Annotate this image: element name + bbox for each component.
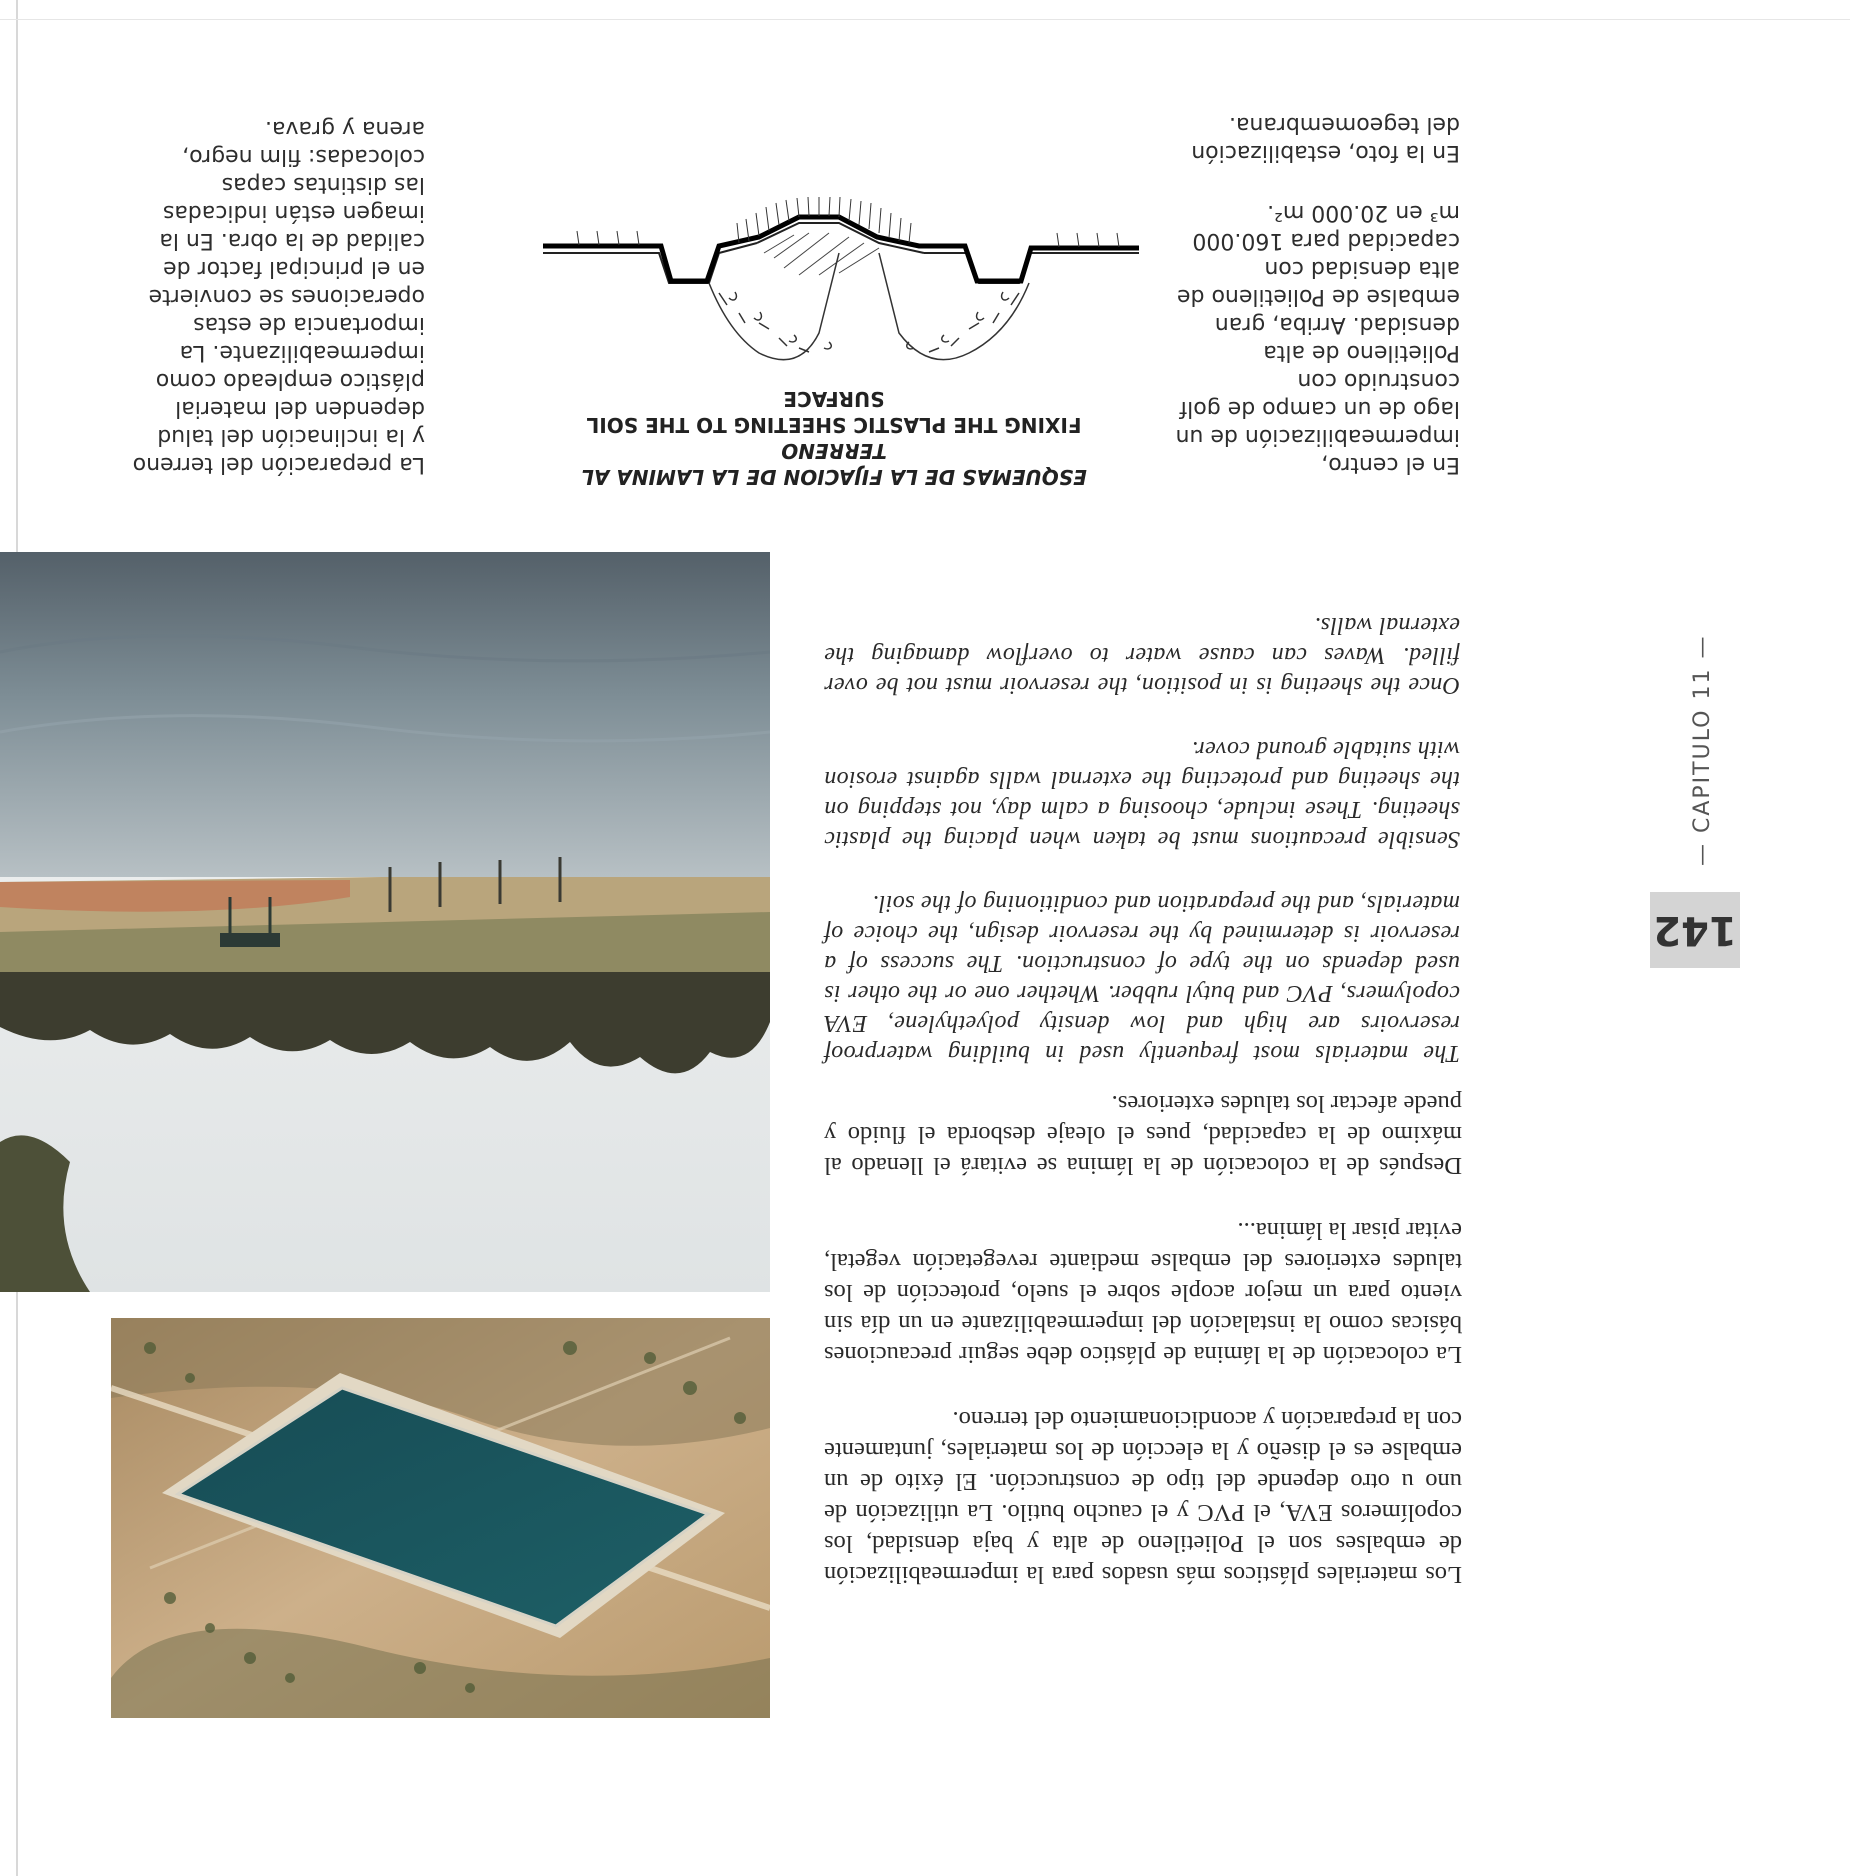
center-photo-caption: En el centro, impermeabilización de un lago de un campo de golf construido con Polietileno de alta densidad. Arriba, gran embalse de Polietileno de alta densidad con capacidad para 160.000 m³ en 20.000 m². bbox=[1175, 200, 1460, 477]
chapter-label: — CAPITULO 11 — bbox=[1690, 634, 1715, 866]
fixing-cross-section-diagram bbox=[543, 196, 1139, 393]
english-paragraph-2: Sensible precautions must be taken when placing the plastic sheeting. These include, choosing a calm day, not stepping on the sheeting and protecting the external walls against erosion with suitable ground cover. bbox=[824, 736, 1460, 852]
spanish-paragraph-2: La colocación de la lámina de plástico debe seguir precauciones básicas como la instalación del impermeabilizante en un día sin viento para un mejor acople sobre el suelo, protección de los taludes exteriores del embalse mediante revegetación vegetal, evitar pisar la lámina... bbox=[824, 1217, 1462, 1368]
diagram-title-es: ESQUEMAS DE LA FIJACION DE LA LAMINA AL TERRENO bbox=[581, 439, 1087, 489]
page-edge-line bbox=[0, 19, 1850, 20]
left-column-caption: La preparación del terreno y la inclinación del talud dependen del material plástico empleado como impermeabilizante. La importancia de estas operaciones se convierte en el principal factor de calidad de la obra. En la imagen están indicadas las distintas capas colocadas: film negro, arena y grava. bbox=[132, 116, 425, 477]
spanish-paragraph-3: Después de la colocación de la lámina se evitará el llenado al máximo de la capacidad, pues el oleaje desborda el fluido y puede afectar los taludes exteriores. bbox=[824, 1090, 1462, 1179]
diagram-title-en: FIXING THE PLASTIC SHEETING TO THE SOIL SURFACE bbox=[586, 387, 1082, 437]
english-body-text bbox=[824, 576, 1460, 1068]
diagram-title bbox=[551, 386, 1117, 490]
english-paragraph-1: The materials most frequently used in building waterproof reservoirs are high and low density polyethylene, EVA copolymers, PVC and butyl rubber. Whether one or the other is used depends on the type of construction. The success of a reservoir is determined by the reservoir design, the choice of materials, and the preparation and conditioning of the soil. bbox=[824, 890, 1460, 1066]
photo-caption: En la foto, estabilización del tegeomembrana. bbox=[1191, 112, 1460, 165]
page-number: 142 bbox=[1653, 907, 1737, 953]
aerial-reservoir-photo bbox=[111, 1318, 770, 1718]
golf-lake-illustration bbox=[0, 552, 770, 1292]
golf-lake-photo bbox=[0, 552, 770, 1292]
english-paragraph-3: Once the sheeting is in position, the reservoir must not be over filled. Waves can cause water to overflow damaging the external walls. bbox=[824, 612, 1460, 698]
page-number-box bbox=[1650, 892, 1740, 968]
cross-section-drawing bbox=[543, 196, 1139, 393]
aerial-reservoir-illustration bbox=[111, 1318, 770, 1718]
spanish-paragraph-1: Los materiales plásticos más usados para la impermeabilización de embalses son el Polietileno de alta y baja densidad, los copolímeros EVA, el PVC y el caucho butilo. La utilización de uno u otro depende del tipo de construcción. El éxito de un embalse es el diseño y la elección de los materiales, juntamente con la preparación y acondicionamiento del terreno. bbox=[824, 1406, 1462, 1588]
spanish-body-text bbox=[824, 1054, 1462, 1590]
